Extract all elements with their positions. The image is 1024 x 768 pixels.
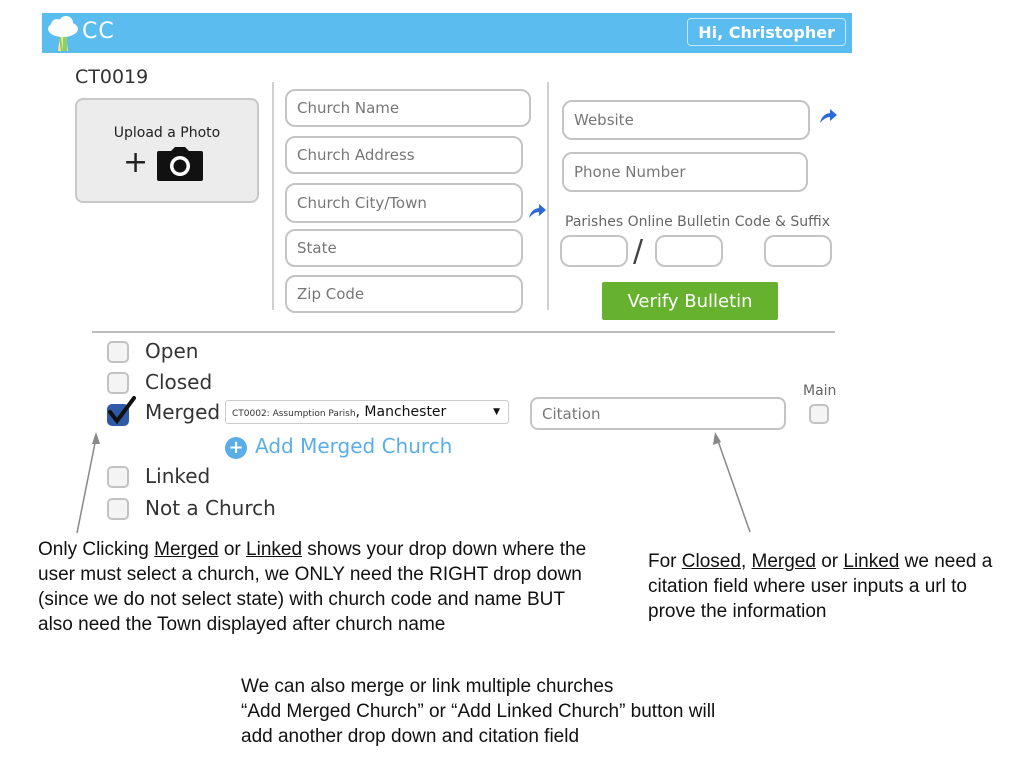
church-city-input[interactable] xyxy=(285,183,523,223)
note-citation: For Closed, Merged or Linked we need a citation field where user inputs a url to prove the information xyxy=(648,551,993,622)
add-merged-church-button[interactable] xyxy=(225,434,452,459)
state-input[interactable] xyxy=(285,229,523,267)
plus-circle-icon: + xyxy=(225,437,247,459)
checkmark-icon xyxy=(107,396,137,426)
user-greeting-button[interactable]: Hi, Christopher xyxy=(687,18,846,46)
bulletin-code-label: Parishes Online Bulletin Code & Suffix xyxy=(565,214,830,230)
upload-photo-label: Upload a Photo xyxy=(113,125,221,141)
camera-icon xyxy=(157,147,203,181)
main-label: Main xyxy=(803,383,837,399)
website-input[interactable] xyxy=(562,100,810,140)
not-church-checkbox[interactable] xyxy=(107,498,129,520)
church-name-input[interactable] xyxy=(285,89,531,127)
logo-icon xyxy=(46,15,80,51)
select-church-town: , Manchester xyxy=(355,404,447,420)
linked-checkbox[interactable] xyxy=(107,466,129,488)
citation-input[interactable] xyxy=(530,397,786,430)
note-dropdown: Only Clicking Merged or Linked shows your drop down where the user must select a church, we ONLY need the RIGHT drop down (since we do not select state) with church code and name BUT also need the Town displayed after church name xyxy=(38,539,587,635)
section-divider xyxy=(92,331,835,333)
church-code: CT0019 xyxy=(75,66,149,88)
note-multiple: We can also merge or link multiple churches “Add Merged Church” or “Add Linked Church” button will add another drop down and citation field xyxy=(241,676,716,747)
not-church-label: Not a Church xyxy=(145,496,276,520)
open-checkbox[interactable] xyxy=(107,341,129,363)
redirect-arrow-icon[interactable] xyxy=(818,108,838,124)
add-merged-church-label: Add Merged Church xyxy=(255,434,453,458)
divider-left xyxy=(272,82,274,310)
dropdown-caret-icon: ▼ xyxy=(493,407,500,417)
merged-church-select[interactable] xyxy=(225,400,509,424)
select-church-code: CT0002: Assumption Parish xyxy=(232,409,356,419)
main-checkbox[interactable] xyxy=(809,404,829,424)
zip-code-input[interactable] xyxy=(285,275,523,313)
divider-right xyxy=(547,82,549,310)
bulletin-separator: / xyxy=(633,234,644,269)
closed-label: Closed xyxy=(145,370,213,394)
open-label: Open xyxy=(145,339,199,363)
merged-checkbox[interactable] xyxy=(107,404,129,426)
upload-photo-button[interactable] xyxy=(75,98,259,203)
church-address-input[interactable] xyxy=(285,136,523,174)
closed-checkbox[interactable] xyxy=(107,372,129,394)
phone-number-input[interactable] xyxy=(562,152,808,192)
redirect-arrow-icon[interactable] xyxy=(527,203,547,219)
plus-icon: + xyxy=(123,145,149,180)
verify-bulletin-button[interactable]: Verify Bulletin xyxy=(602,282,778,320)
bulletin-code-part2-input[interactable] xyxy=(655,235,723,267)
bulletin-suffix-input[interactable] xyxy=(764,235,832,267)
bulletin-code-input[interactable] xyxy=(560,235,628,267)
merged-label: Merged xyxy=(145,400,221,424)
top-bar xyxy=(42,13,852,53)
linked-label: Linked xyxy=(145,464,211,488)
logo-text: CC xyxy=(82,19,115,44)
